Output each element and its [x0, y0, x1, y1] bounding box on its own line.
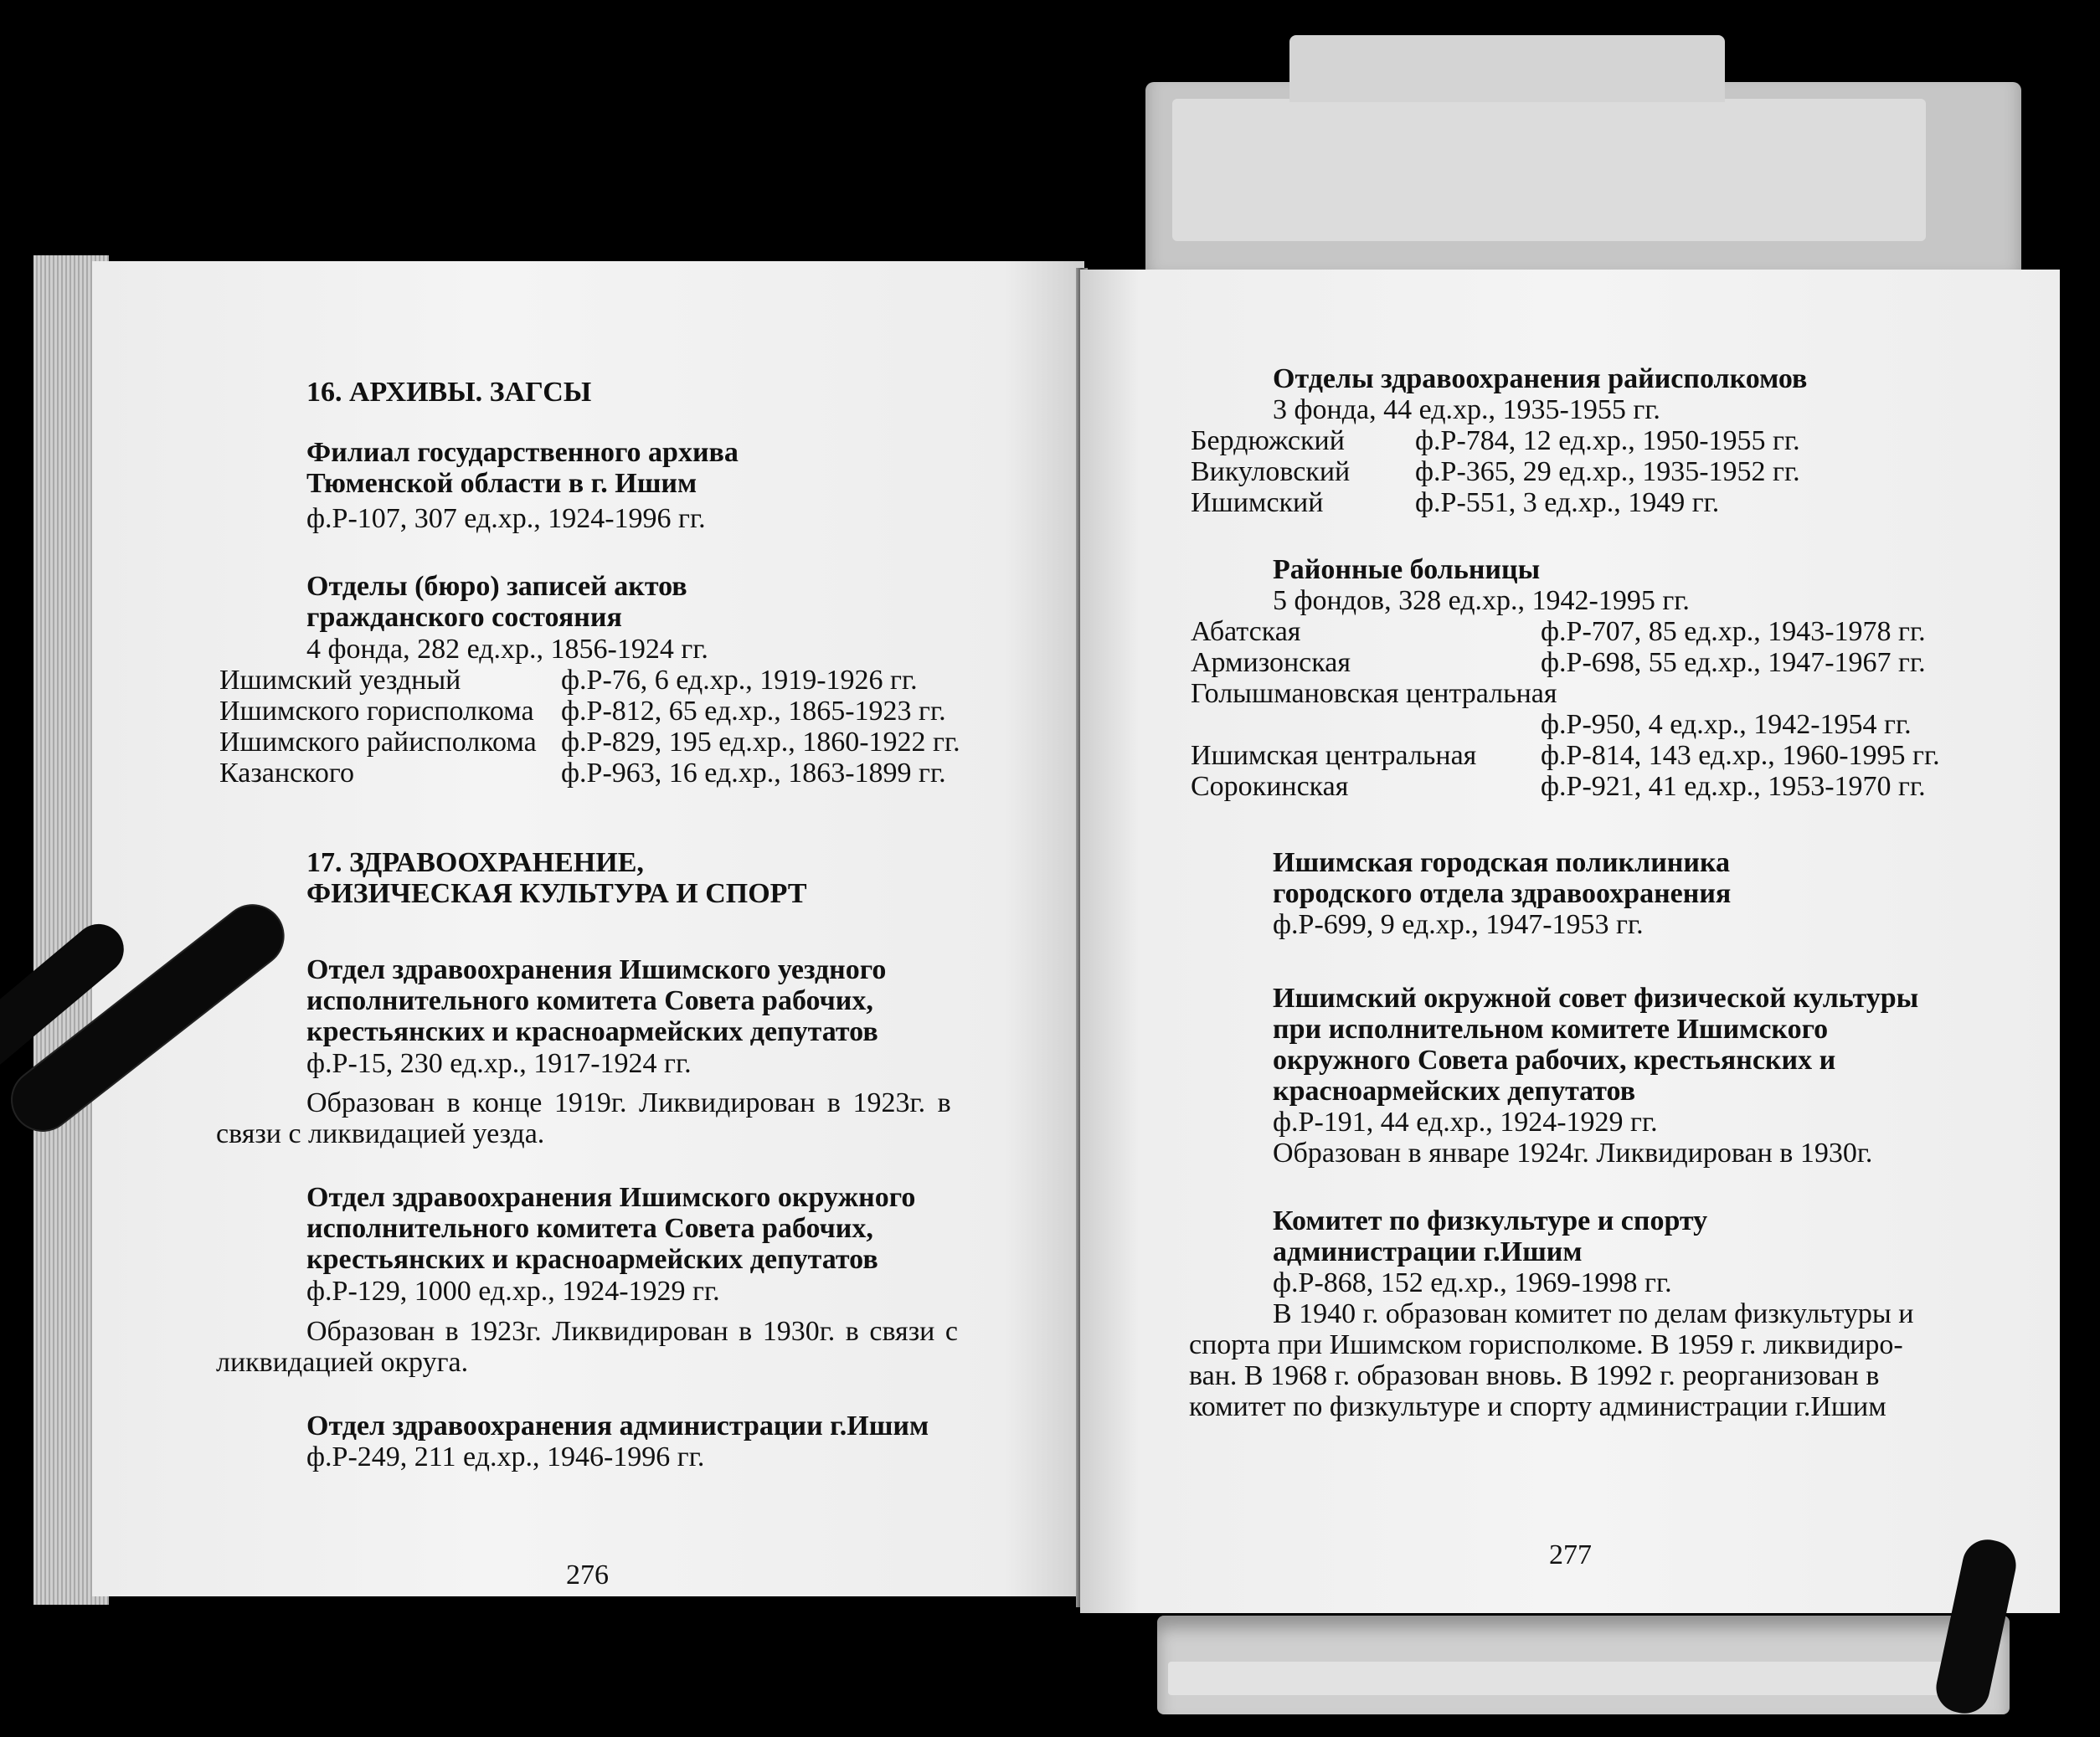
okrug-title-line3: крестьянских и красноармейских депутатов [306, 1244, 878, 1275]
hospital-row-name: Сорокинская [1191, 771, 1349, 802]
okrug-title-line2: исполнительного комитета Совета рабочих, [306, 1213, 873, 1244]
uezd-info: ф.Р-15, 230 ед.хр., 1917-1924 гг. [306, 1048, 692, 1079]
hospitals-info: 5 фондов, 328 ед.хр., 1942-1995 гг. [1273, 585, 1690, 616]
hospitals-title: Районные больницы [1273, 554, 1541, 585]
komitet-title-line1: Комитет по физкультуре и спорту [1273, 1205, 1708, 1236]
sovet-title-line2: при исполнительном комитете Ишимского [1273, 1014, 1829, 1045]
section-17-heading [306, 847, 807, 909]
zags-row-fond: ф.Р-963, 16 ед.хр., 1863-1899 гг. [561, 758, 946, 789]
sovet-title [1273, 983, 1918, 1107]
zags-title-line2: гражданского состояния [306, 602, 622, 633]
zags-info: 4 фонда, 282 ед.хр., 1856-1924 гг. [306, 634, 708, 665]
filial-title-line1: Филиал государственного архива [306, 437, 739, 468]
okrug-title-line1: Отдел здравоохранения Ишимского окружного [306, 1182, 916, 1213]
komitet-note-line1: В 1940 г. образован комитет по делам физкультуры и [1273, 1298, 1914, 1329]
sovet-title-line4: красноармейских депутатов [1273, 1076, 1636, 1107]
okrug-note-line1: Образован в 1923г. Ликвидирован в 1930г. в связи с [306, 1316, 958, 1347]
page-number-left: 276 [566, 1560, 609, 1591]
raion-otdely-title: Отделы здравоохранения райисполкомов [1273, 363, 1808, 394]
raion-row-fond: ф.Р-551, 3 ед.хр., 1949 гг. [1415, 487, 1720, 518]
zags-row-name: Ишимского райисполкома [219, 727, 537, 758]
komitet-note-line3: ван. В 1968 г. образован вновь. В 1992 г. реорганизован в [1189, 1360, 1880, 1391]
uezd-title-line1: Отдел здравоохранения Ишимского уездного [306, 954, 887, 985]
komitet-info: ф.Р-868, 152 ед.хр., 1969-1998 гг. [1273, 1267, 1672, 1298]
raion-row-name: Бердюжский [1191, 425, 1345, 456]
book-stack-top-inner [1172, 99, 1926, 241]
hospital-row-name: Армизонская [1191, 647, 1351, 678]
filial-title [306, 437, 739, 499]
sovet-title-line1: Ишимский окружной совет физической культуры [1273, 983, 1919, 1014]
page-number-right: 277 [1549, 1539, 1592, 1570]
uezd-title-line3: крестьянских и красноармейских депутатов [306, 1016, 878, 1047]
polyclinic-title-line1: Ишимская городская поликлиника [1273, 847, 1731, 878]
admin-title: Отдел здравоохранения администрации г.Ишим [306, 1411, 929, 1442]
raion-row-fond: ф.Р-784, 12 ед.хр., 1950-1955 гг. [1415, 425, 1800, 456]
zags-title [306, 571, 687, 633]
komitet-note-line2: спорта при Ишимском горисполкоме. В 1959 г. ликвидиро- [1189, 1329, 1903, 1360]
polyclinic-title [1273, 847, 1731, 909]
okrug-info: ф.Р-129, 1000 ед.хр., 1924-1929 гг. [306, 1276, 720, 1307]
uezd-title-line2: исполнительного комитета Совета рабочих, [306, 985, 873, 1016]
zags-title-line1: Отделы (бюро) записей актов [306, 571, 687, 602]
zags-row-fond: ф.Р-829, 195 ед.хр., 1860-1922 гг. [561, 727, 960, 758]
raion-row-name: Викуловский [1191, 456, 1351, 487]
zags-row-name: Казанского [219, 758, 355, 789]
sovet-info: ф.Р-191, 44 ед.хр., 1924-1929 гг. [1273, 1107, 1658, 1138]
uezd-note-line1: Образован в конце 1919г. Ликвидирован в 1923г. в [306, 1087, 951, 1118]
komitet-note-line4: комитет по физкультуре и спорту администрации г.Ишим [1189, 1391, 1886, 1422]
section-17-line2: ФИЗИЧЕСКАЯ КУЛЬТУРА И СПОРТ [306, 878, 807, 909]
book-stack-bottom-inner [1168, 1662, 1989, 1695]
hospital-row-name: Абатская [1191, 616, 1301, 647]
okrug-title [306, 1182, 915, 1275]
zags-row-fond: ф.Р-76, 6 ед.хр., 1919-1926 гг. [561, 665, 918, 696]
hospital-row-fond: ф.Р-814, 143 ед.хр., 1960-1995 гг. [1541, 740, 1940, 771]
filial-info: ф.Р-107, 307 ед.хр., 1924-1996 гг. [306, 503, 706, 534]
zags-row-fond: ф.Р-812, 65 ед.хр., 1865-1923 гг. [561, 696, 946, 727]
hospital-row-name: Голышмановская центральная [1191, 678, 1557, 709]
komitet-title-line2: администрации г.Ишим [1273, 1236, 1583, 1267]
uezd-title [306, 954, 886, 1047]
section-16-heading: 16. АРХИВЫ. ЗАГСЫ [306, 377, 592, 408]
raion-row-name: Ишимский [1191, 487, 1324, 518]
admin-info: ф.Р-249, 211 ед.хр., 1946-1996 гг. [306, 1442, 705, 1472]
book-stack-top-back [1289, 35, 1725, 102]
raion-row-fond: ф.Р-365, 29 ед.хр., 1935-1952 гг. [1415, 456, 1800, 487]
zags-row-name: Ишимский уездный [219, 665, 461, 696]
hospital-row-fond: ф.Р-921, 41 ед.хр., 1953-1970 гг. [1541, 771, 1926, 802]
polyclinic-title-line2: городского отдела здравоохранения [1273, 878, 1732, 909]
okrug-note-line2: ликвидацией округа. [216, 1347, 469, 1378]
filial-title-line2: Тюменской области в г. Ишим [306, 468, 697, 499]
hospital-row-fond: ф.Р-698, 55 ед.хр., 1947-1967 гг. [1541, 647, 1926, 678]
hospital-row-name: Ишимская центральная [1191, 740, 1477, 771]
sovet-title-line3: окружного Совета рабочих, крестьянских и [1273, 1045, 1836, 1076]
raion-otdely-info: 3 фонда, 44 ед.хр., 1935-1955 гг. [1273, 394, 1660, 425]
komitet-title [1273, 1205, 1707, 1267]
hospital-row-fond: ф.Р-707, 85 ед.хр., 1943-1978 гг. [1541, 616, 1926, 647]
section-17-line1: 17. ЗДРАВООХРАНЕНИЕ, [306, 847, 644, 878]
uezd-note-line2: связи с ликвидацией уезда. [216, 1118, 545, 1149]
hospital-row-fond: ф.Р-950, 4 ед.хр., 1942-1954 гг. [1541, 709, 1912, 740]
sovet-note: Образован в январе 1924г. Ликвидирован в 1930г. [1273, 1138, 1873, 1169]
polyclinic-info: ф.Р-699, 9 ед.хр., 1947-1953 гг. [1273, 909, 1644, 940]
right-page [1080, 270, 2060, 1613]
zags-row-name: Ишимского горисполкома [219, 696, 534, 727]
